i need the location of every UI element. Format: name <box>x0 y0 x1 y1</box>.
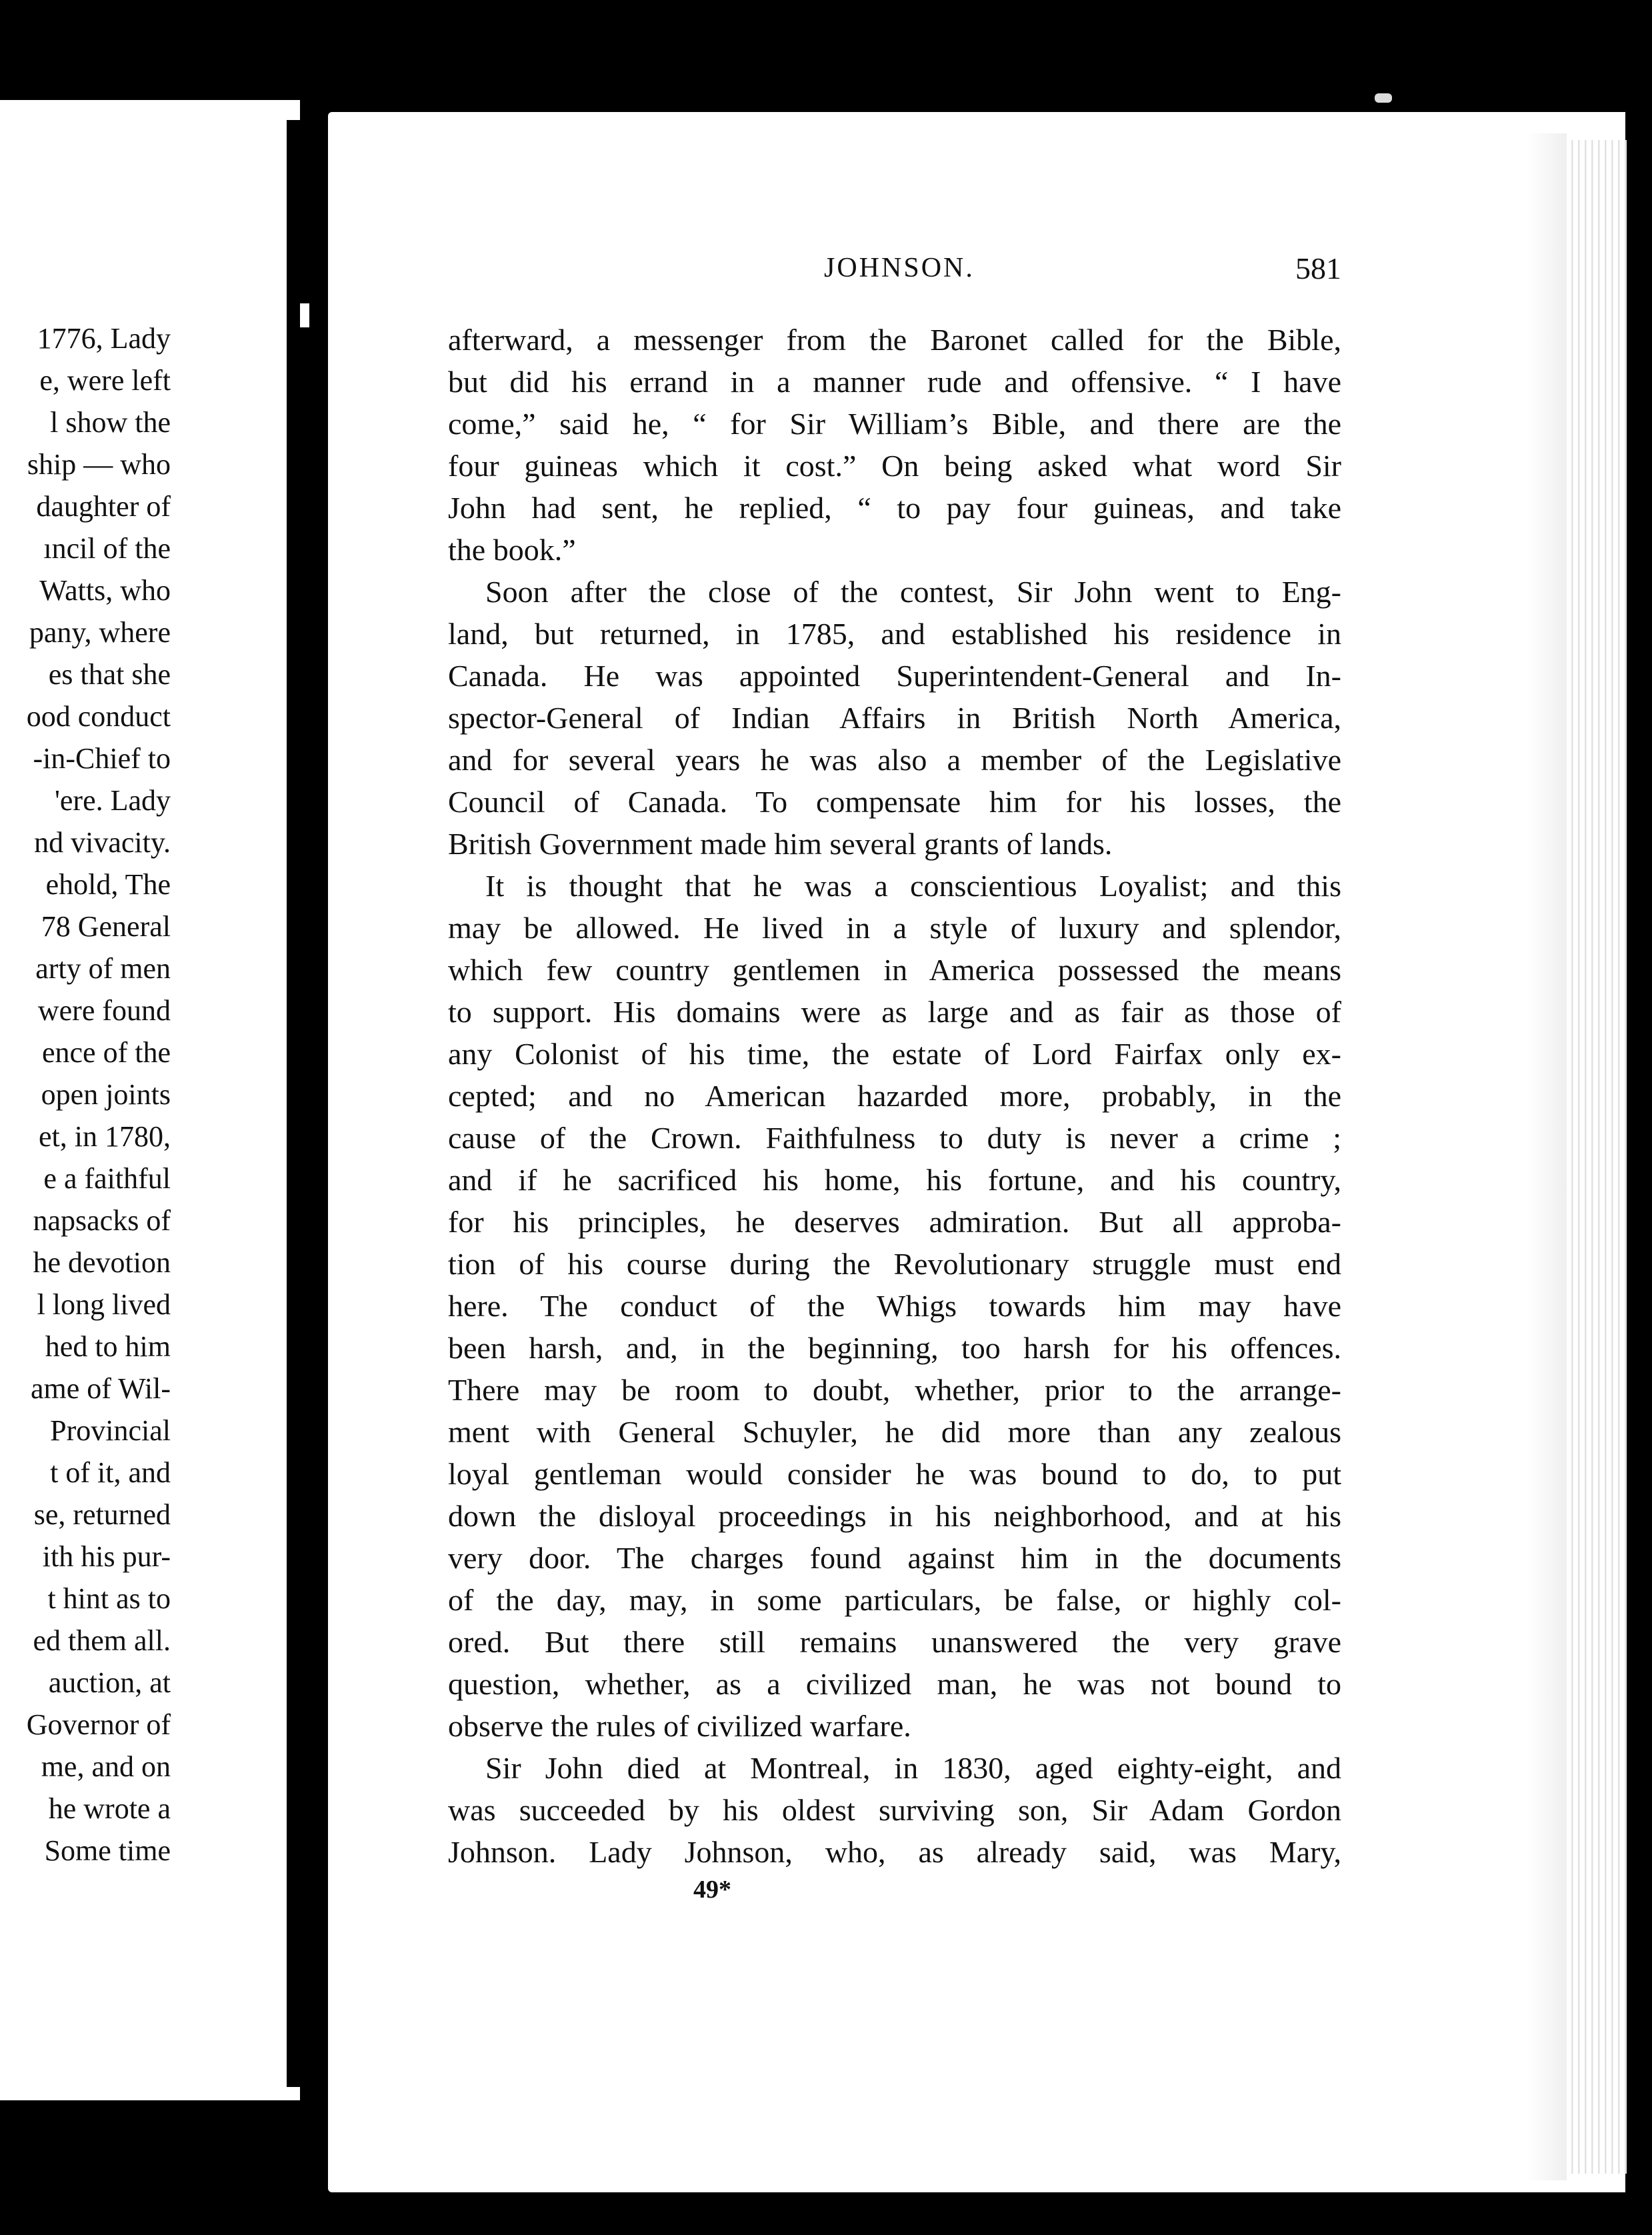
left-line: ence of the <box>42 1036 171 1069</box>
text-line: down the disloyal proceedings in his neighborhood, and at his <box>448 1499 1341 1533</box>
signature-mark: 49* <box>693 1876 731 1904</box>
left-line: nd vivacity. <box>34 826 171 859</box>
page-number: 581 <box>1295 251 1341 285</box>
text-line: may be allowed. He lived in a style of luxury and splendor, <box>448 911 1341 945</box>
text-line: very door. The charges found against him in the documents <box>448 1541 1341 1575</box>
text-line: Canada. He was appointed Superintendent-General and In- <box>448 659 1341 693</box>
left-line: 78 General <box>41 910 171 943</box>
left-line: e, were left <box>39 364 171 397</box>
text-line: British Government made him several grants of lands. <box>448 827 1113 861</box>
text-line: Johnson. Lady Johnson, who, as already said, was Mary, <box>448 1835 1341 1869</box>
text-line: for his principles, he deserves admiration. But all approba- <box>448 1205 1341 1239</box>
left-line: se, returned <box>33 1498 171 1531</box>
text-line: the book.” <box>448 533 576 567</box>
text-line: spector-General of Indian Affairs in British North America, <box>448 701 1341 735</box>
text-line: cause of the Crown. Faithfulness to duty is never a crime ; <box>448 1121 1341 1155</box>
text-line: here. The conduct of the Whigs towards him may have <box>448 1289 1341 1323</box>
left-line: hed to him <box>45 1330 171 1363</box>
scan-mark <box>1375 93 1392 103</box>
text-line: but did his errand in a manner rude and offensive. “ I have <box>448 365 1341 399</box>
left-line: Governor of <box>26 1708 171 1741</box>
text-line: of the day, may, in some particulars, be false, or highly col- <box>448 1583 1341 1617</box>
left-line: et, in 1780, <box>39 1120 171 1153</box>
text-line: It is thought that he was a conscientious Loyalist; and this <box>485 869 1341 903</box>
page-edges <box>1567 140 1627 2174</box>
left-line: 1776, Lady <box>37 322 171 355</box>
left-line: e a faithful <box>43 1162 171 1195</box>
left-line: me, and on <box>41 1750 171 1783</box>
left-line: es that she <box>48 658 171 691</box>
left-line: ame of Wil- <box>30 1372 171 1405</box>
left-line: l show the <box>50 406 171 439</box>
text-line: to support. His domains were as large and as fair as those of <box>448 995 1341 1029</box>
page-edge-shadow <box>1527 133 1567 2180</box>
left-line: Some time <box>44 1834 171 1867</box>
left-line: he devotion <box>33 1246 171 1279</box>
left-line: ship — who <box>27 448 171 481</box>
text-line: was succeeded by his oldest surviving son, Sir Adam Gordon <box>448 1793 1341 1827</box>
text-line: There may be room to doubt, whether, prior to the arrange- <box>448 1373 1341 1407</box>
text-line: Soon after the close of the contest, Sir John went to Eng- <box>485 575 1341 609</box>
text-line: land, but returned, in 1785, and established his residence in <box>448 617 1341 651</box>
text-line: Council of Canada. To compensate him for his losses, the <box>448 785 1341 819</box>
left-line: arty of men <box>35 952 171 985</box>
text-line: loyal gentleman would consider he was bound to do, to put <box>448 1457 1341 1491</box>
left-page-text <box>0 317 171 1872</box>
left-line: Provincial <box>50 1414 171 1447</box>
text-line: question, whether, as a civilized man, he was not bound to <box>448 1667 1341 1701</box>
left-line: 'ere. Lady <box>54 784 171 817</box>
left-line: he wrote a <box>48 1792 171 1825</box>
text-line: which few country gentlemen in America possessed the means <box>448 953 1341 987</box>
text-line: John had sent, he replied, “ to pay four guineas, and take <box>448 491 1341 525</box>
text-line: come,” said he, “ for Sir William’s Bible, and there are the <box>448 407 1341 441</box>
text-line: observe the rules of civilized warfare. <box>448 1709 911 1743</box>
left-line: ehold, The <box>45 868 171 901</box>
text-line: and for several years he was also a member of the Legislative <box>448 743 1341 777</box>
book-gutter <box>287 120 307 2087</box>
left-line: napsacks of <box>33 1204 171 1237</box>
text-line: afterward, a messenger from the Baronet called for the Bible, <box>448 323 1341 357</box>
left-line: l long lived <box>37 1288 171 1321</box>
left-line: ed them all. <box>33 1624 171 1657</box>
text-line: tion of his course during the Revolutionary struggle must end <box>448 1247 1341 1281</box>
left-line: daughter of <box>36 490 171 523</box>
running-title: JOHNSON. <box>824 253 975 283</box>
text-line: and if he sacrificed his home, his fortune, and his country, <box>448 1163 1341 1197</box>
left-line: -in-Chief to <box>33 742 171 775</box>
text-line: four guineas which it cost.” On being asked what word Sir <box>448 449 1341 483</box>
left-line: auction, at <box>48 1666 171 1699</box>
text-line: been harsh, and, in the beginning, too harsh for his offences. <box>448 1331 1341 1365</box>
gutter-tick <box>300 303 309 327</box>
left-line: t hint as to <box>47 1582 171 1615</box>
left-line: ood conduct <box>26 700 171 733</box>
text-line: ment with General Schuyler, he did more than any zealous <box>448 1415 1341 1449</box>
left-line: pany, where <box>29 616 171 649</box>
text-line: any Colonist of his time, the estate of Lord Fairfax only ex- <box>448 1037 1341 1071</box>
text-line: Sir John died at Montreal, in 1830, aged eighty-eight, and <box>485 1751 1341 1785</box>
left-line: open joints <box>41 1078 171 1111</box>
left-line: Watts, who <box>39 574 171 607</box>
text-line: cepted; and no American hazarded more, probably, in the <box>448 1079 1341 1113</box>
left-line: ıncil of the <box>43 532 171 565</box>
body-text <box>448 319 1341 1873</box>
text-line: ored. But there still remains unanswered the very grave <box>448 1625 1341 1659</box>
left-line: were found <box>37 994 171 1027</box>
left-line: t of it, and <box>50 1456 171 1489</box>
left-line: ith his pur- <box>42 1540 171 1573</box>
